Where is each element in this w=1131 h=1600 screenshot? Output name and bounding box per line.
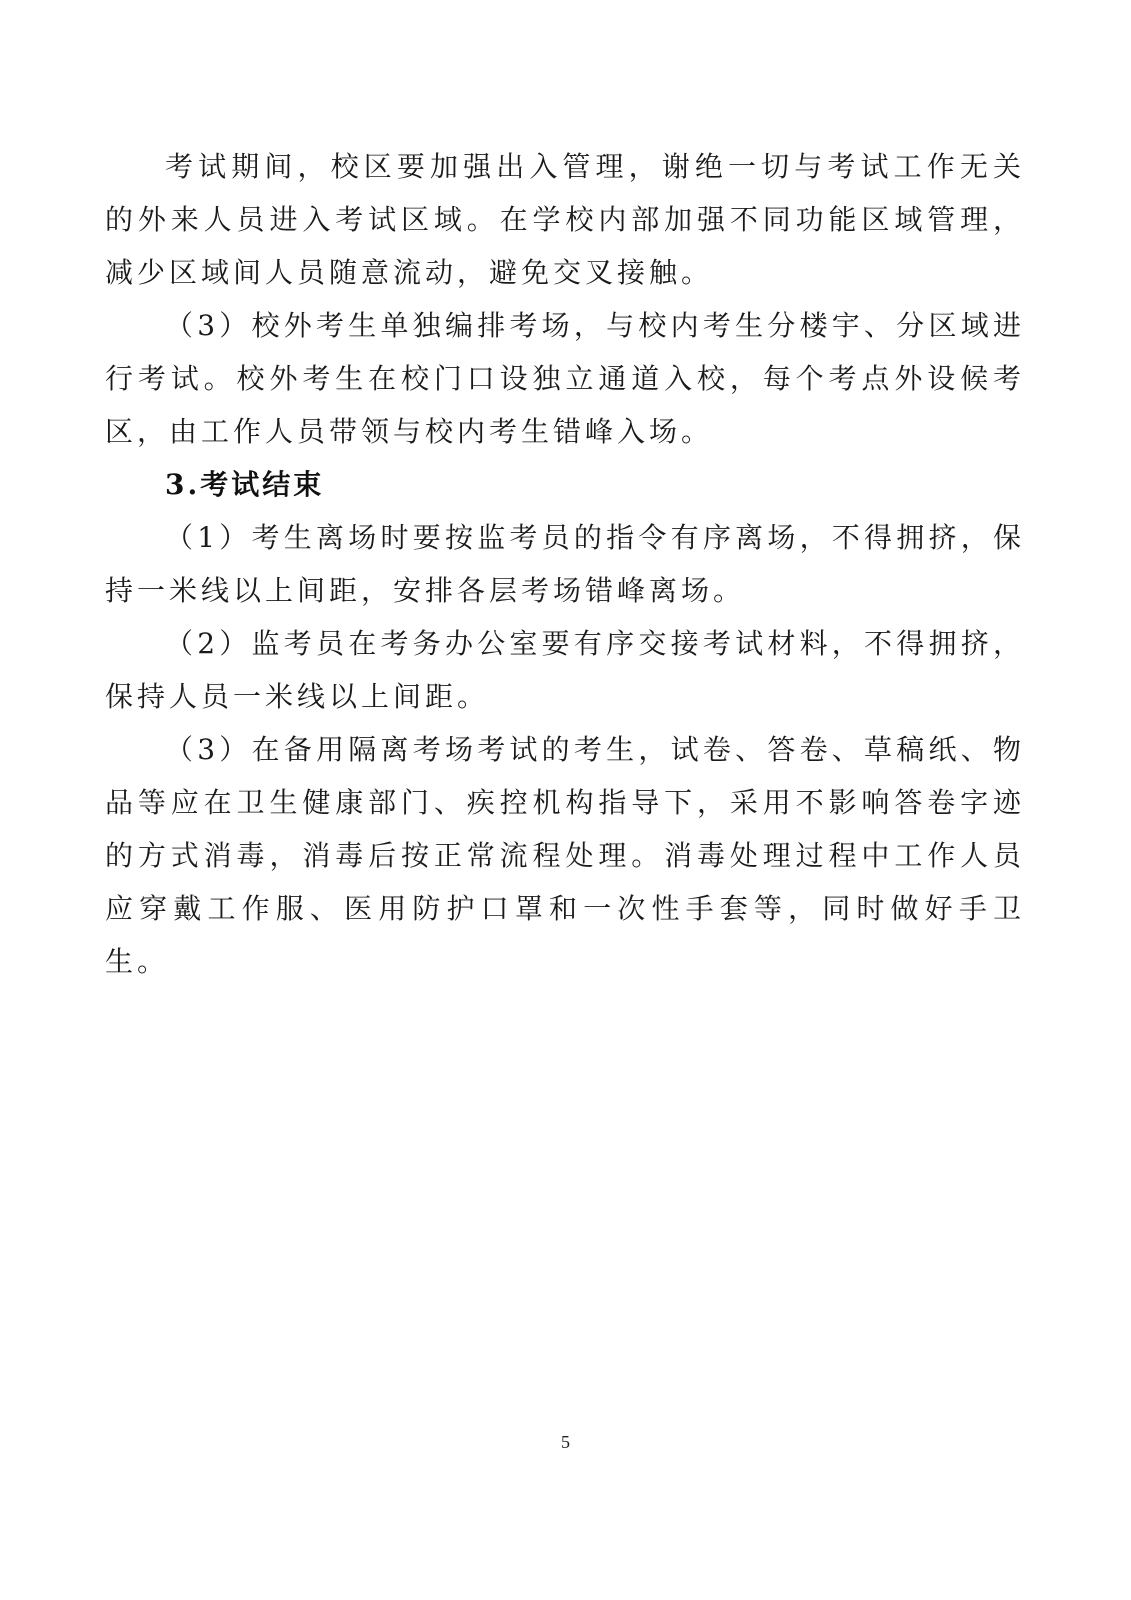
paragraph-disinfection: （3）在备用隔离考场考试的考生，试卷、答卷、草稿纸、物品等应在卫生健康部门、疾控机构指导下，采用不影响答卷字迹的方式消毒，消毒后按正常流程处理。消毒处理过程中工作人员应穿戴工作服、医用防护口罩和一次性手套等，同时做好手卫生。	[105, 733, 1025, 978]
paragraph-orderly-exit: （1）考生离场时要按监考员的指令有序离场，不得拥挤，保持一米线以上间距，安排各层考场错峰离场。	[105, 521, 1025, 607]
paragraph-external-candidates: （3）校外考生单独编排考场，与校内考生分楼宇、分区域进行考试。校外考生在校门口设独立通道入校，每个考点外设候考区，由工作人员带领与校内考生错峰入场。	[105, 309, 1025, 448]
page-number: 5	[561, 1432, 570, 1452]
section-heading-exam-end: 3.考试结束	[165, 468, 325, 501]
paragraph-material-handover: （2）监考员在考务办公室要有序交接考试材料，不得拥挤，保持人员一米线以上间距。	[105, 627, 1025, 713]
document-body	[105, 140, 1025, 988]
paragraph-entry-management: 考试期间，校区要加强出入管理，谢绝一切与考试工作无关的外来人员进入考试区域。在学校内部加强不同功能区域管理，减少区域间人员随意流动，避免交叉接触。	[105, 150, 1025, 289]
